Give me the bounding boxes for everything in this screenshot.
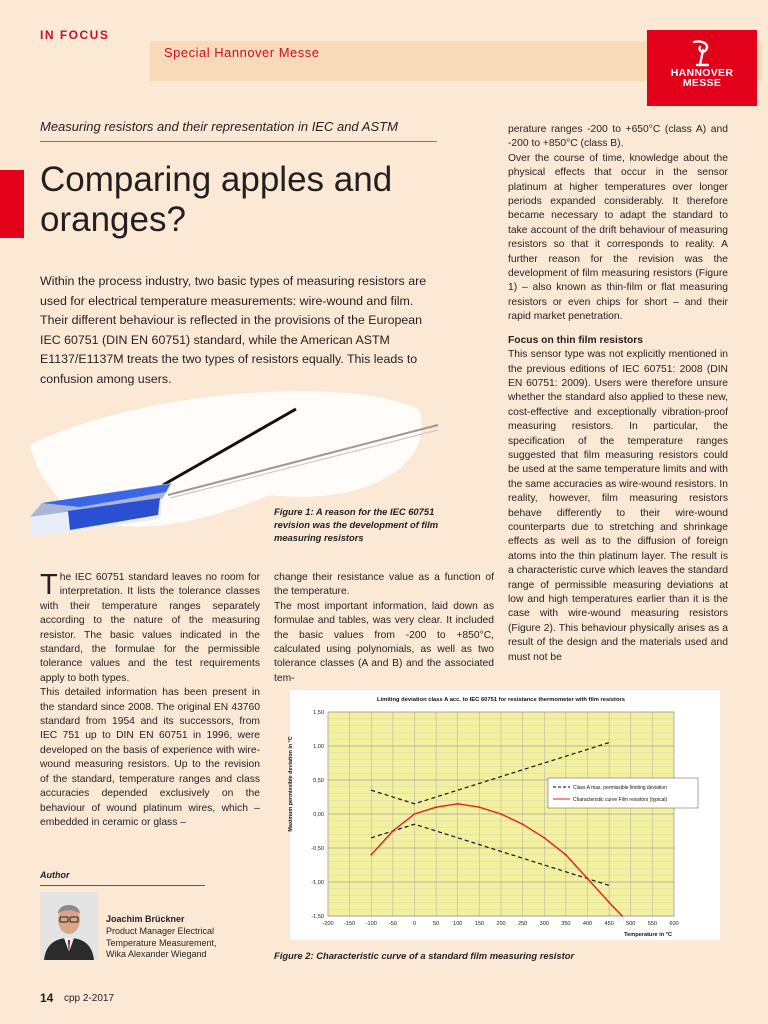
x-tick-label: -50: [388, 921, 397, 927]
column-b-paragraph-2: The most important information, laid down as formulae and tables, was very clear. It included the basic values from -200 to +850°C, calculated using polynomials, as well as two tolerance classes (A and B) and the associated tem-: [274, 600, 494, 684]
author-role-line-2: Temperature Measurement,: [106, 937, 217, 948]
legend-label-2: Characteristic curve Film resistors (typical): [573, 797, 668, 803]
series-point: [435, 806, 437, 808]
series-point: [457, 803, 459, 805]
x-tick-label: 200: [496, 921, 506, 927]
x-tick-label: -200: [322, 921, 334, 927]
y-tick-label: -0,50: [311, 846, 324, 852]
x-tick-label: -100: [365, 921, 377, 927]
series-point: [621, 915, 623, 917]
x-tick-label: 150: [474, 921, 485, 927]
column-right-paragraph-3: This sensor type was not explicitly mentioned in the previous editions of IEC 60751: 2008 (DIN EN 60751: 2009). Users were therefore unsure whether the standard also applied to these new, cost-effective and exceptionally vibration-proof measuring resistors. In particular, the specification of the temperature ranges suggested that film measuring resistors could be used at the same temperature limits and with the same accuracies as wire-wound resistors. In reality, however, film measuring resistors behave differently to their wire-wound counterparts due to stretching and shrinkage effects as well as to the diffusion of foreign atoms into the thin platinum layer. The result is a characteristic curve which leaves the standard range of permissible measuring deviations at low and high temperatures earlier than it is the case with wire-wound measuring resistors (Figure 2). This behaviour physically arises as a result of the design and the materials used and must not be: [508, 349, 728, 663]
column-right-paragraph-2: Over the course of time, knowledge about the physical effects that occur in the sensor platinum at higher temperatures over longer periods expanded considerably. It therefore became necessary to adapt the standard to take account of the drift behaviour of measuring resistors so that it corresponds to reality. A further reason for the revision was the development of film measuring resistors (Figure 1) – also known as thin-film or flat measuring resistors or even chips for short – and their rapid market penetration.: [508, 152, 728, 323]
x-tick-label: 600: [669, 921, 679, 927]
column-a-paragraph-1: he IEC 60751 standard leaves no room for interpretation. It lists the tolerance classes with their temperature ranges separately according to the nature of the measuring resistor. The basic values indicated in the standard, the formulae for the permissible tolerance values and the test requirements apply to both types.: [40, 572, 260, 684]
x-tick-label: 350: [561, 921, 571, 927]
hannover-messe-logo: [647, 30, 757, 106]
chart-panel: [290, 690, 720, 940]
section-kicker: IN FOCUS: [40, 28, 110, 42]
x-tick-label: 400: [582, 921, 593, 927]
x-tick-label: 300: [539, 921, 549, 927]
deviation-chart: [290, 690, 720, 940]
article-title: Comparing apples and oranges?: [40, 160, 393, 239]
figure-1-caption: Figure 1: A reason for the IEC 60751 revision was the development of film measuring resistors: [274, 506, 439, 543]
series-point: [370, 854, 372, 856]
x-tick-label: 550: [647, 921, 658, 927]
series-point: [522, 823, 524, 825]
x-axis-label: Temperature in °C: [624, 932, 672, 938]
series-point: [587, 878, 589, 880]
legend-label-0: Class A max. permissible limiting deviation: [573, 785, 667, 791]
chart-title: Limiting deviation class A acc. to IEC 60751 for resistance thermometer with film resistors: [377, 697, 625, 703]
page-number: 14: [40, 991, 54, 1005]
author-role-line-3: Wika Alexander Wiegand: [106, 949, 207, 960]
column-right-heading: Focus on thin film resistors: [508, 334, 644, 346]
hannover-logo-icon: [688, 38, 716, 68]
special-label: Special Hannover Messe: [164, 45, 320, 60]
article-subhead: Measuring resistors and their representation in IEC and ASTM: [40, 119, 398, 134]
x-tick-label: 100: [453, 921, 463, 927]
x-tick-label: 450: [604, 921, 614, 927]
x-tick-label: -150: [344, 921, 356, 927]
y-tick-label: 1,00: [313, 744, 324, 750]
author-name: Joachim Brückner: [106, 914, 185, 924]
series-point: [478, 806, 480, 808]
y-tick-label: 0,50: [313, 778, 324, 784]
x-tick-label: 0: [412, 921, 417, 927]
author-rule: [40, 885, 205, 886]
x-tick-label: 250: [517, 921, 528, 927]
series-point: [543, 837, 545, 839]
series-point: [414, 813, 416, 815]
author-label: Author: [40, 870, 70, 880]
y-tick-label: 0,00: [313, 812, 324, 818]
subhead-rule: [40, 141, 437, 142]
article-lead: Within the process industry, two basic types of measuring resistors are used for electrical temperature measurements: wire-wound and film. Their different behaviour is reflected in the provisions of the European IEC 60751 (DIN EN 60751) standard, while the American ASTM E1137/E1137M treats the two types of resistors equally. This leads to confusion among users.: [40, 274, 427, 386]
series-point: [608, 902, 610, 904]
series-point: [392, 830, 394, 832]
y-tick-label: -1,00: [311, 880, 324, 886]
y-tick-label: 1,50: [313, 710, 324, 716]
series-point: [500, 813, 502, 815]
author-photo: [40, 892, 98, 960]
column-b-paragraph-1: change their resistance value as a function of the temperature.: [274, 572, 494, 598]
column-a: [40, 571, 260, 830]
column-b: [274, 571, 494, 686]
logo-line-2: MESSE: [682, 77, 722, 89]
series-point: [565, 854, 567, 856]
author-portrait-icon: [40, 892, 98, 960]
x-tick-label: 50: [433, 921, 440, 927]
publication-issue: cpp 2-2017: [64, 993, 115, 1004]
x-tick-label: 500: [626, 921, 636, 927]
figure-2-caption: Figure 2: Characteristic curve of a standard film measuring resistor: [274, 950, 575, 961]
column-right: [508, 123, 728, 665]
author-role-line-1: Product Manager Electrical: [106, 926, 215, 936]
author-role: [106, 926, 226, 961]
column-a-paragraph-2: This detailed information has been present in the standard since 2008. The original EN 43760 standard from 1954 and its successors, from IEC 751 up to DIN EN 60751 in 1996, were developed on the basis of experience with wire-wound measuring resistors. Up to the revision of the standard, temperature ranges and class accuracies depended exclusively on the behaviour of wound platinum wires, which – embedded in ceramic or glass –: [40, 687, 260, 828]
y-axis-label: Maximum permissible deviation in °C: [288, 736, 294, 832]
logo-line-1: HANNOVER: [670, 67, 734, 79]
drop-cap: T: [40, 569, 58, 601]
legend-box: [548, 778, 698, 808]
column-right-paragraph-1: perature ranges -200 to +650°C (class A) and -200 to +850°C (class B).: [508, 124, 728, 150]
y-tick-label: -1,50: [311, 914, 324, 920]
red-tab: [0, 170, 24, 238]
